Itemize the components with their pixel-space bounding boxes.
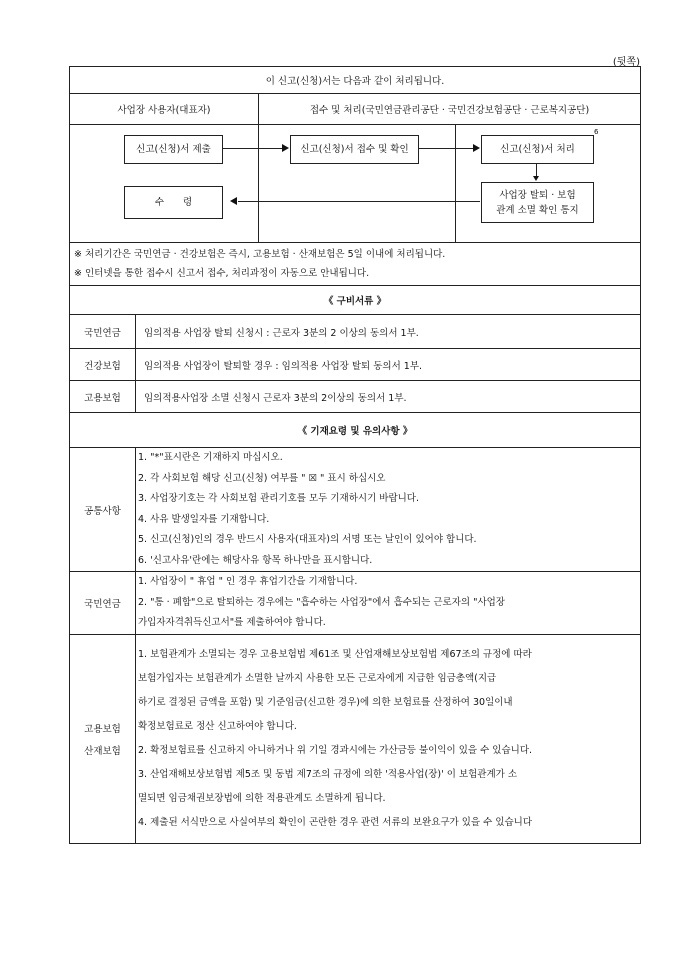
form-table bbox=[69, 66, 641, 844]
list-item: 1. 사업장이 " 휴업 " 인 경우 휴업기간을 기재합니다. bbox=[138, 576, 358, 587]
flow-divider bbox=[258, 125, 259, 242]
arrow-left-icon bbox=[230, 197, 237, 205]
flow-connector bbox=[222, 148, 282, 149]
guide-label-employment-line2: 산재보험 bbox=[84, 745, 121, 757]
list-item: 하기로 결정된 금액을 포함) 및 기준임금(신고한 경우)에 의한 보험료를 산정하여 30일이내 bbox=[138, 696, 513, 708]
arrow-right-icon bbox=[473, 144, 480, 152]
doc-text-pension: 임의적용 사업장 탈퇴 신청시 : 근로자 3분의 2 이상의 동의서 1부. bbox=[136, 315, 641, 349]
guide-title: 《 기재요령 및 유의사항 》 bbox=[70, 413, 641, 448]
note-processing-period: ※ 처리기간은 국민연금 · 건강보험은 즉시, 고용보험 · 산재보험은 5일 이내에 처리됩니다. bbox=[74, 249, 446, 260]
process-flow bbox=[70, 125, 641, 243]
list-item: 확정보험료로 정산 신고하여야 합니다. bbox=[138, 720, 297, 732]
guide-employment-list bbox=[136, 634, 641, 843]
list-item: 가입자자격취득신고서"를 제출하여야 합니다. bbox=[138, 617, 326, 628]
arrow-down-icon bbox=[533, 176, 539, 181]
list-item: 멸되면 임금채권보장법에 의한 적용관계도 소멸하게 됩니다. bbox=[138, 792, 386, 804]
list-item: 6. '신고사유'란에는 해당사유 항목 하나만을 표시합니다. bbox=[138, 554, 373, 566]
doc-label-employment: 고용보험 bbox=[70, 381, 136, 413]
flow-box-notice bbox=[481, 182, 594, 223]
doc-label-pension: 국민연금 bbox=[70, 315, 136, 349]
doc-text-health: 임의적용 사업장이 탈퇴할 경우 : 임의적용 사업장 탈퇴 동의서 1부. bbox=[136, 349, 641, 381]
flow-box-receive: 신고(신청)서 접수 및 확인 bbox=[290, 135, 419, 164]
list-item: 2. 확정보험료를 신고하지 아니하거나 위 기일 경과시에는 가산금등 불이익이 있을 수 있습니다. bbox=[138, 744, 533, 756]
doc-text-employment: 임의적용사업장 소멸 신청시 근로자 3분의 2이상의 동의서 1부. bbox=[136, 381, 641, 413]
flow-box-process: 신고(신청)서 처리 bbox=[481, 135, 594, 164]
doc-label-health: 건강보험 bbox=[70, 349, 136, 381]
flow-divider bbox=[455, 125, 456, 242]
list-item: 3. 산업재해보상보험법 제5조 및 동법 제7조의 규정에 의한 '적용사업(장)' 이 보험관계가 소 bbox=[138, 768, 518, 780]
flow-connector bbox=[238, 201, 480, 202]
list-item: 2. 각 사회보험 해당 신고(신청) 여부를 " ☒ " 표시 하십시오 bbox=[138, 472, 386, 484]
process-col-agency: 접수 및 처리(국민연금관리공단 · 국민건강보험공단 · 근로복지공단) bbox=[259, 94, 641, 125]
guide-label-employment bbox=[70, 634, 136, 843]
flow-connector bbox=[418, 148, 473, 149]
list-item: 4. 사유 발생일자를 기재합니다. bbox=[138, 513, 270, 525]
page-side-label: (뒷쪽) bbox=[612, 57, 640, 68]
process-col-user: 사업장 사용자(대표자) bbox=[70, 94, 259, 125]
documents-title: 《 구비서류 》 bbox=[70, 286, 641, 315]
flow-superscript: 6 bbox=[594, 128, 599, 136]
flow-box-notice-line2: 관계 소멸 확인 통지 bbox=[496, 204, 579, 216]
arrow-right-icon bbox=[282, 144, 289, 152]
guide-label-common: 공통사항 bbox=[70, 448, 136, 572]
flow-box-submit: 신고(신청)서 제출 bbox=[124, 135, 223, 164]
flow-box-notice-line1: 사업장 탈퇴 · 보험 bbox=[499, 189, 576, 201]
guide-label-pension: 국민연금 bbox=[70, 572, 136, 635]
list-item: 4. 제출된 서식만으로 사실여부의 확인이 곤란한 경우 관련 서류의 보완요구가 있을 수 있습니다 bbox=[138, 816, 533, 828]
list-item: 1. "*"표시란은 기재하지 마십시오. bbox=[138, 452, 283, 463]
guide-common-list bbox=[136, 448, 641, 572]
process-title: 이 신고(신청)서는 다음과 같이 처리됩니다. bbox=[70, 67, 641, 94]
guide-pension-list bbox=[136, 572, 641, 635]
flow-box-receipt: 수 령 bbox=[124, 186, 223, 219]
list-item: 1. 보험관계가 소멸되는 경우 고용보험법 제61조 및 산업재해보상보험법 제67조의 규정에 따라 bbox=[138, 648, 532, 660]
list-item: 보험가입자는 보험관계가 소멸한 날까지 사용한 모든 근로자에게 지급한 임금총액(지급 bbox=[138, 672, 497, 684]
list-item: 3. 사업장기호는 각 사회보험 관리기호를 모두 기재하시기 바랍니다. bbox=[138, 493, 420, 504]
guide-label-employment-line1: 고용보험 bbox=[84, 723, 121, 735]
flow-connector bbox=[536, 163, 537, 177]
list-item: 5. 신고(신청)인의 경우 반드시 사용자(대표자)의 서명 또는 날인이 있어야 합니다. bbox=[138, 534, 477, 545]
list-item: 2. "통 · 폐합"으로 탈퇴하는 경우에는 "흡수하는 사업장"에서 흡수되는 근로자의 "사업장 bbox=[138, 596, 505, 608]
note-internet: ※ 인터넷을 통한 접수시 신고서 접수, 처리과정이 자동으로 안내됩니다. bbox=[74, 268, 370, 279]
processing-notes bbox=[70, 243, 641, 286]
